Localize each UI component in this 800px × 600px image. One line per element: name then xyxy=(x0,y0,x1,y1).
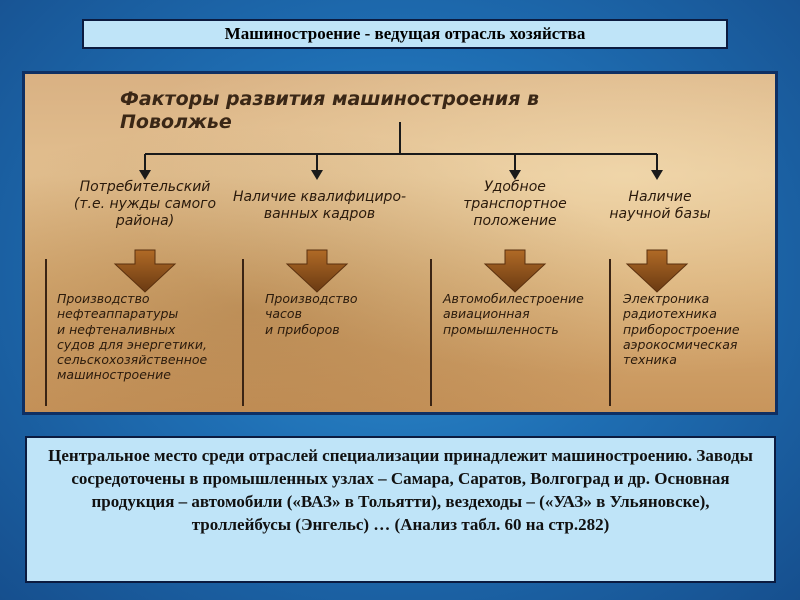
slide-title: Машиностроение - ведущая отрасль хозяйства xyxy=(82,19,728,49)
info-text-box xyxy=(25,436,776,583)
products-science-base: Электроника радиотехника приборостроение аэрокосмическая техника xyxy=(623,291,740,367)
factor-science-base: Наличие научной базы xyxy=(609,189,711,223)
factor-transport-position: Удобное транспортное положение xyxy=(463,179,567,230)
products-consumer: Производство нефтеаппаратуры и нефтеналивных судов для энергетики, сельскохозяйственное машиностроение xyxy=(57,291,208,383)
arrow-down-icon xyxy=(485,250,545,292)
factor-qualified-staff: Наличие квалифициро- ванных кадров xyxy=(232,189,407,223)
products-transport-position: Автомобилестроение авиационная промышленность xyxy=(443,291,584,337)
diagram-title: Факторы развития машиностроения в Поволжье xyxy=(120,88,540,134)
products-qualified-staff: Производство часов и приборов xyxy=(265,291,358,337)
factors-diagram xyxy=(22,71,778,415)
arrow-down-icon xyxy=(627,250,687,292)
arrow-down-icon xyxy=(287,250,347,292)
arrow-down-icon xyxy=(115,250,175,292)
factor-consumer: Потребительский (т.е. нужды самого района) xyxy=(73,179,217,230)
info-text: Центральное место среди отраслей специализации принадлежит машиностроению. Заводы сосредоточены в промышленных узлах – Самара, Саратов, Волгоград и др. Основная продукция – автомобили («ВАЗ» в Тольятти), вездеходы – («УАЗ» в Ульяновске), троллейбусы (Энгельс) … (Анализ табл. 60 на стр.282) xyxy=(48,446,753,534)
